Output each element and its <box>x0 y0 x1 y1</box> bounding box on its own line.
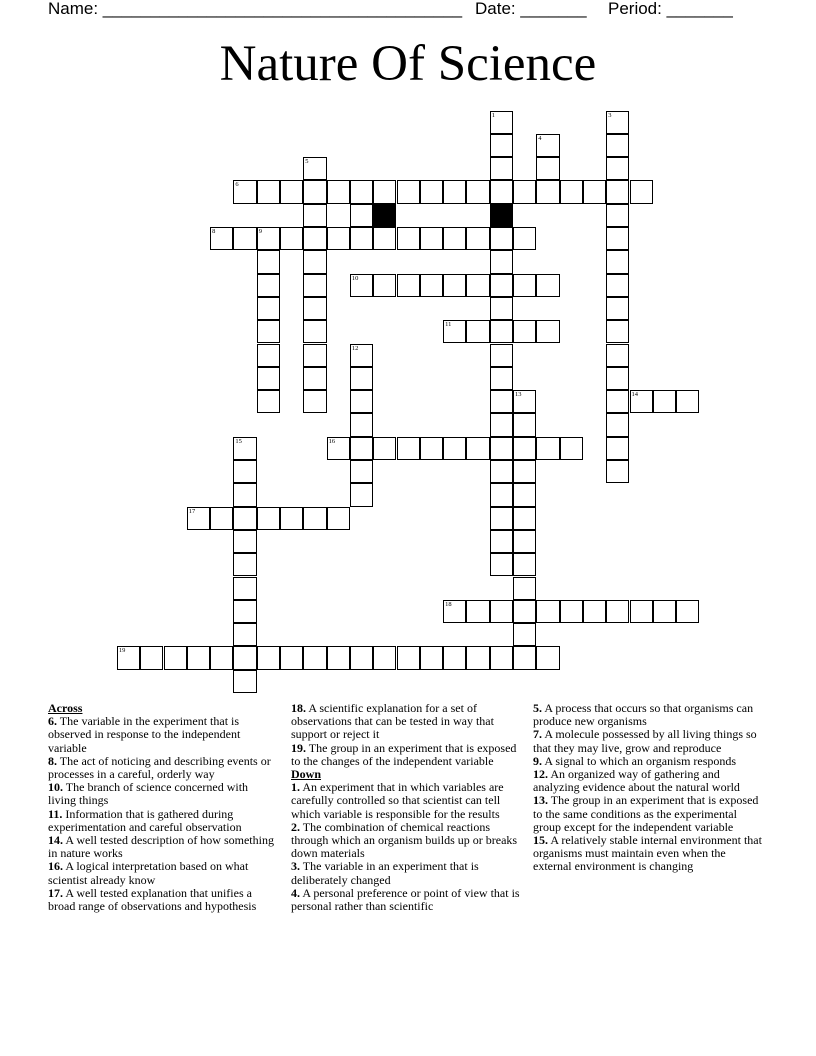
grid-cell[interactable] <box>490 274 513 297</box>
grid-cell[interactable] <box>303 367 326 390</box>
grid-cell[interactable] <box>490 437 513 460</box>
grid-cell[interactable] <box>257 297 280 320</box>
clue-number: 11 <box>445 321 452 329</box>
grid-cell[interactable] <box>327 646 350 669</box>
grid-cell[interactable] <box>117 646 140 669</box>
grid-cell[interactable] <box>536 180 559 203</box>
clue-number: 5 <box>305 158 309 166</box>
grid-cell[interactable] <box>397 274 420 297</box>
across-clue <box>48 887 278 913</box>
grid-cell[interactable] <box>513 623 536 646</box>
across-clue <box>48 781 278 807</box>
grid-cell[interactable] <box>303 204 326 227</box>
grid-cell[interactable] <box>373 180 396 203</box>
down-clue <box>291 821 521 861</box>
clue-number-label: 3. <box>291 859 300 874</box>
grid-cell[interactable] <box>233 600 256 623</box>
grid-cell[interactable] <box>490 134 513 157</box>
grid-cell[interactable] <box>513 460 536 483</box>
grid-cell[interactable] <box>490 530 513 553</box>
grid-cell[interactable] <box>606 180 629 203</box>
grid-cell[interactable] <box>466 437 489 460</box>
grid-cell[interactable] <box>233 577 256 600</box>
grid-cell[interactable] <box>653 600 676 623</box>
grid-cell[interactable] <box>490 180 513 203</box>
across-clue <box>291 702 521 742</box>
grid-cell[interactable] <box>513 390 536 413</box>
clue-number-label: 16. <box>48 859 63 874</box>
grid-cell[interactable] <box>233 180 256 203</box>
grid-cell[interactable] <box>606 367 629 390</box>
grid-cell[interactable] <box>397 227 420 250</box>
grid-cell[interactable] <box>490 413 513 436</box>
clue-number-label: 2. <box>291 819 300 834</box>
clue-number: 12 <box>351 344 359 352</box>
grid-cell[interactable] <box>280 227 303 250</box>
grid-cell[interactable] <box>233 623 256 646</box>
across-clue <box>48 834 278 860</box>
grid-cell[interactable] <box>513 553 536 576</box>
clue-text: A process that occurs so that organisms can produce new organisms <box>533 701 754 729</box>
clue-number-label: 14. <box>48 833 63 848</box>
grid-cell[interactable] <box>420 437 443 460</box>
grid-cell[interactable] <box>606 204 629 227</box>
grid-cell[interactable] <box>606 460 629 483</box>
grid-cell[interactable] <box>443 180 466 203</box>
clue-number-label: 11. <box>48 806 63 821</box>
grid-cell[interactable] <box>653 390 676 413</box>
grid-cell[interactable] <box>257 250 280 273</box>
grid-cell[interactable] <box>257 507 280 530</box>
clue-text: The act of noticing and describing events or processes in a careful, orderly way <box>48 753 271 782</box>
grid-cell[interactable] <box>233 227 256 250</box>
grid-cell[interactable] <box>466 320 489 343</box>
grid-cell[interactable] <box>233 670 256 693</box>
across-heading: Across <box>48 701 83 715</box>
grid-cell[interactable] <box>443 274 466 297</box>
clues-column-3 <box>533 702 763 874</box>
grid-cell[interactable] <box>280 180 303 203</box>
clue-text: The combination of chemical reactions through which an organism builds up or breaks down materials <box>291 819 518 861</box>
grid-cell[interactable] <box>233 460 256 483</box>
grid-cell[interactable] <box>606 390 629 413</box>
period-field-label[interactable]: Period: _______ <box>608 0 733 18</box>
grid-cell[interactable] <box>303 250 326 273</box>
grid-cell[interactable] <box>420 227 443 250</box>
grid-cell[interactable] <box>350 274 373 297</box>
grid-cell[interactable] <box>583 600 606 623</box>
grid-cell[interactable] <box>187 507 210 530</box>
clue-number-label: 13. <box>533 793 548 808</box>
clue-number-label: 8. <box>48 753 57 768</box>
down-heading: Down <box>291 767 322 782</box>
clue-text: A relatively stable internal environment that organisms must maintain even when the external environment is changing <box>533 833 762 874</box>
grid-cell[interactable] <box>350 460 373 483</box>
clue-number-label: 9. <box>533 753 542 768</box>
clue-number: 15 <box>235 437 242 445</box>
grid-cell[interactable] <box>536 134 559 157</box>
clues-column-2 <box>291 702 521 913</box>
clue-number-label: 15. <box>533 833 548 848</box>
clue-text: The group in an experiment that is exposed to the same conditions as the experimental group except for the independent variable <box>533 793 759 834</box>
clue-text: An experiment that in which variables are carefully controlled so that scientist can tell which variable is responsible for the results <box>291 780 504 821</box>
grid-cell[interactable] <box>303 646 326 669</box>
grid-cell[interactable] <box>513 437 536 460</box>
grid-cell[interactable] <box>583 180 606 203</box>
grid-cell[interactable] <box>536 646 559 669</box>
grid-cell[interactable] <box>303 157 326 180</box>
grid-cell[interactable] <box>397 180 420 203</box>
grid-cell[interactable] <box>606 600 629 623</box>
across-clue <box>48 715 278 755</box>
clue-text: Information that is gathered during experimentation and careful observation <box>48 806 242 834</box>
clue-number: 4 <box>538 134 542 142</box>
grid-cell[interactable] <box>233 553 256 576</box>
grid-cell[interactable] <box>303 274 326 297</box>
grid-cell[interactable] <box>373 437 396 460</box>
grid-cell[interactable] <box>210 646 233 669</box>
grid-cell[interactable] <box>327 507 350 530</box>
date-field-label[interactable]: Date: _______ <box>475 0 587 18</box>
grid-cell[interactable] <box>630 390 653 413</box>
clue-text: The group in an experiment that is exposed to the changes of the independent variable <box>291 740 517 768</box>
clue-text: A molecule possessed by all living things so that they may live, grow and reproduce <box>533 727 757 755</box>
grid-cell[interactable] <box>630 600 653 623</box>
clue-number: 8 <box>212 228 216 235</box>
grid-cell[interactable] <box>164 646 187 669</box>
grid-cell[interactable] <box>490 344 513 367</box>
clue-number-label: 12. <box>533 767 548 782</box>
grid-cell[interactable] <box>490 367 513 390</box>
clue-number: 10 <box>351 274 359 282</box>
grid-cell[interactable] <box>327 227 350 250</box>
grid-block <box>373 204 396 227</box>
across-clue <box>48 808 278 834</box>
grid-cell[interactable] <box>350 437 373 460</box>
down-clue <box>533 768 763 794</box>
grid-cell[interactable] <box>303 180 326 203</box>
grid-cell[interactable] <box>606 134 629 157</box>
clue-number-label: 17. <box>48 885 63 900</box>
grid-cell[interactable] <box>536 320 559 343</box>
grid-cell[interactable] <box>280 646 303 669</box>
grid-cell[interactable] <box>606 437 629 460</box>
grid-cell[interactable] <box>233 437 256 460</box>
grid-cell[interactable] <box>397 646 420 669</box>
grid-cell[interactable] <box>303 507 326 530</box>
grid-cell[interactable] <box>606 111 629 134</box>
clue-number: 13 <box>515 391 522 399</box>
grid-cell[interactable] <box>303 227 326 250</box>
grid-cell[interactable] <box>466 274 489 297</box>
grid-cell[interactable] <box>280 507 303 530</box>
down-clue <box>291 781 521 821</box>
grid-cell[interactable] <box>490 390 513 413</box>
clue-number-label: 18. <box>291 701 306 715</box>
grid-cell[interactable] <box>350 483 373 506</box>
grid-cell[interactable] <box>536 437 559 460</box>
grid-cell[interactable] <box>233 507 256 530</box>
down-clue <box>533 794 763 834</box>
grid-cell[interactable] <box>490 227 513 250</box>
grid-cell[interactable] <box>443 437 466 460</box>
grid-cell[interactable] <box>233 530 256 553</box>
clue-text: An organized way of gathering and analyzing evidence about the natural world <box>533 767 740 795</box>
grid-cell[interactable] <box>210 227 233 250</box>
clue-text: A signal to which an organism responds <box>542 753 737 768</box>
grid-cell[interactable] <box>257 227 280 250</box>
grid-cell[interactable] <box>303 320 326 343</box>
grid-cell[interactable] <box>466 227 489 250</box>
grid-cell[interactable] <box>560 180 583 203</box>
grid-cell[interactable] <box>606 274 629 297</box>
grid-cell[interactable] <box>466 180 489 203</box>
grid-cell[interactable] <box>350 367 373 390</box>
grid-cell[interactable] <box>536 157 559 180</box>
grid-cell[interactable] <box>257 344 280 367</box>
grid-cell[interactable] <box>490 320 513 343</box>
clue-text: A logical interpretation based on what scientist already know <box>48 859 249 887</box>
grid-cell[interactable] <box>606 344 629 367</box>
grid-cell[interactable] <box>233 483 256 506</box>
down-clue <box>291 887 521 913</box>
grid-cell[interactable] <box>350 390 373 413</box>
grid-cell[interactable] <box>513 507 536 530</box>
grid-cell[interactable] <box>490 507 513 530</box>
grid-cell[interactable] <box>560 600 583 623</box>
grid-cell[interactable] <box>490 250 513 273</box>
grid-cell[interactable] <box>257 390 280 413</box>
grid-cell[interactable] <box>327 437 350 460</box>
clue-number: 6 <box>235 181 239 189</box>
clue-number-label: 5. <box>533 701 542 715</box>
grid-cell[interactable] <box>513 413 536 436</box>
grid-cell[interactable] <box>513 483 536 506</box>
clue-number-label: 19. <box>291 740 306 755</box>
grid-cell[interactable] <box>257 274 280 297</box>
clue-text: A scientific explanation for a set of observations that can be tested in way that support or reject it <box>291 701 494 742</box>
grid-cell[interactable] <box>303 297 326 320</box>
grid-cell[interactable] <box>187 646 210 669</box>
clue-number-label: 6. <box>48 714 57 729</box>
grid-cell[interactable] <box>513 600 536 623</box>
clue-number: 3 <box>608 111 612 119</box>
grid-cell[interactable] <box>513 320 536 343</box>
grid-cell[interactable] <box>606 297 629 320</box>
grid-cell[interactable] <box>490 297 513 320</box>
clue-number-label: 1. <box>291 780 300 795</box>
grid-cell[interactable] <box>513 530 536 553</box>
clue-number-label: 7. <box>533 727 542 742</box>
grid-cell[interactable] <box>373 274 396 297</box>
clue-number: 9 <box>258 228 262 235</box>
grid-cell[interactable] <box>536 600 559 623</box>
clue-text: The variable in an experiment that is deliberately changed <box>291 859 479 887</box>
grid-cell[interactable] <box>490 483 513 506</box>
clue-number: 16 <box>328 437 336 445</box>
grid-cell[interactable] <box>350 227 373 250</box>
grid-cell[interactable] <box>350 413 373 436</box>
grid-cell[interactable] <box>513 274 536 297</box>
grid-cell[interactable] <box>420 180 443 203</box>
grid-cell[interactable] <box>513 646 536 669</box>
clue-number-label: 10. <box>48 780 63 795</box>
grid-cell[interactable] <box>560 437 583 460</box>
grid-cell[interactable] <box>606 320 629 343</box>
grid-cell[interactable] <box>606 413 629 436</box>
clue-number: 19 <box>118 647 126 655</box>
grid-cell[interactable] <box>373 646 396 669</box>
grid-cell[interactable] <box>210 507 233 530</box>
clue-text: A personal preference or point of view that is personal rather than scientific <box>291 885 520 914</box>
clue-text: A well tested explanation that unifies a broad range of observations and hypothesis <box>48 885 257 914</box>
grid-cell[interactable] <box>443 600 466 623</box>
grid-cell[interactable] <box>420 646 443 669</box>
grid-cell[interactable] <box>606 250 629 273</box>
grid-cell[interactable] <box>513 180 536 203</box>
clue-number: 18 <box>445 600 452 608</box>
grid-cell[interactable] <box>350 204 373 227</box>
grid-cell[interactable] <box>327 180 350 203</box>
grid-cell[interactable] <box>513 227 536 250</box>
across-clue <box>48 860 278 886</box>
grid-cell[interactable] <box>676 600 699 623</box>
grid-cell[interactable] <box>490 646 513 669</box>
grid-cell[interactable] <box>443 320 466 343</box>
grid-cell[interactable] <box>350 646 373 669</box>
page-title: Nature Of Science <box>219 36 597 92</box>
grid-cell[interactable] <box>490 553 513 576</box>
grid-cell[interactable] <box>443 646 466 669</box>
grid-cell[interactable] <box>350 180 373 203</box>
down-clue <box>533 834 763 874</box>
clue-number: 14 <box>631 391 638 399</box>
grid-block <box>490 204 513 227</box>
clue-number: 1 <box>491 111 495 119</box>
grid-cell[interactable] <box>350 344 373 367</box>
down-clue <box>533 702 763 728</box>
grid-cell[interactable] <box>606 227 629 250</box>
grid-cell[interactable] <box>303 344 326 367</box>
grid-cell[interactable] <box>606 157 629 180</box>
grid-cell[interactable] <box>443 227 466 250</box>
grid-cell[interactable] <box>257 646 280 669</box>
name-field-label[interactable]: Name: ______________________________________ <box>48 0 463 18</box>
clue-number: 17 <box>188 507 196 515</box>
grid-cell[interactable] <box>420 274 443 297</box>
grid-cell[interactable] <box>397 437 420 460</box>
grid-cell[interactable] <box>536 274 559 297</box>
grid-cell[interactable] <box>257 320 280 343</box>
grid-cell[interactable] <box>466 646 489 669</box>
grid-cell[interactable] <box>466 600 489 623</box>
clue-text: A well tested description of how something in nature works <box>48 833 274 861</box>
grid-cell[interactable] <box>490 111 513 134</box>
clue-number-label: 4. <box>291 885 300 900</box>
across-clue <box>291 742 521 768</box>
grid-cell[interactable] <box>233 646 256 669</box>
clues-column-1 <box>48 702 278 913</box>
grid-cell[interactable] <box>140 646 163 669</box>
grid-cell[interactable] <box>373 227 396 250</box>
grid-cell[interactable] <box>257 180 280 203</box>
down-clue <box>291 860 521 886</box>
grid-cell[interactable] <box>303 390 326 413</box>
grid-cell[interactable] <box>676 390 699 413</box>
grid-cell[interactable] <box>490 600 513 623</box>
grid-cell[interactable] <box>630 180 653 203</box>
across-clue <box>48 755 278 781</box>
clue-text: The branch of science concerned with living things <box>48 780 249 808</box>
grid-cell[interactable] <box>490 460 513 483</box>
grid-cell[interactable] <box>490 157 513 180</box>
grid-cell[interactable] <box>257 367 280 390</box>
clue-text: The variable in the experiment that is observed in response to the independent variable <box>48 714 241 755</box>
grid-cell[interactable] <box>513 577 536 600</box>
down-clue <box>533 728 763 754</box>
